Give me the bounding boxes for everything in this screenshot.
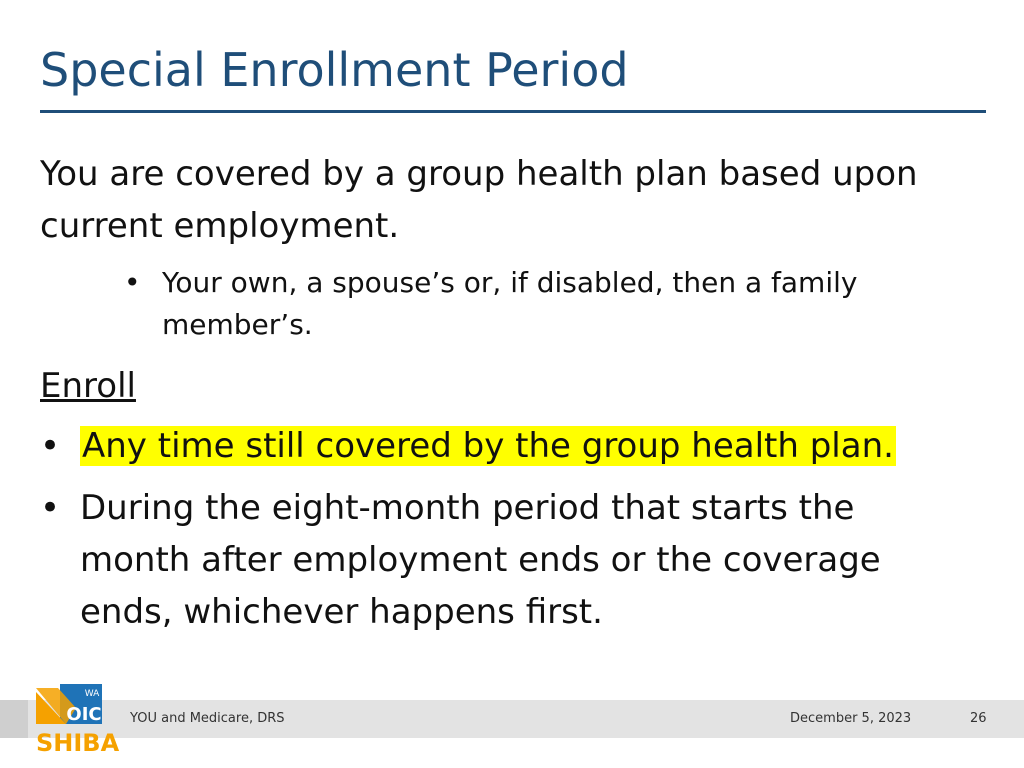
sub-bullet bbox=[124, 262, 904, 346]
bullet-glyph: • bbox=[40, 488, 61, 528]
enroll-bullet-list bbox=[40, 420, 940, 648]
enroll-heading: Enroll bbox=[40, 366, 136, 406]
bullet-text: During the eight-month period that starts the month after employment ends or the coverage ends, whichever happens first. bbox=[80, 488, 881, 632]
slide-title: Special Enrollment Period bbox=[40, 43, 629, 97]
footer-presentation-title: YOU and Medicare, DRS bbox=[130, 711, 285, 726]
bullet-glyph: • bbox=[40, 426, 61, 466]
logo-wa-text: WA bbox=[84, 689, 100, 699]
body-text: You are covered by a group health plan based upon current employment. bbox=[40, 154, 918, 246]
title-underline bbox=[40, 110, 986, 113]
list-item bbox=[40, 482, 940, 638]
sub-bullet-text: Your own, a spouse’s or, if disabled, then a family member’s. bbox=[162, 266, 858, 341]
highlighted-bullet-text: Any time still covered by the group health plan. bbox=[82, 426, 894, 466]
shiba-logo bbox=[36, 684, 120, 760]
footer-accent-block bbox=[0, 700, 28, 738]
logo-oic-text: OIC bbox=[66, 704, 102, 725]
oic-logo-icon bbox=[36, 684, 106, 730]
footer-page-number: 26 bbox=[970, 711, 987, 726]
logo-shiba-text: SHIBA bbox=[36, 729, 120, 757]
bullet-glyph: • bbox=[124, 266, 141, 299]
footer-date: December 5, 2023 bbox=[790, 711, 912, 726]
list-item bbox=[40, 420, 940, 472]
